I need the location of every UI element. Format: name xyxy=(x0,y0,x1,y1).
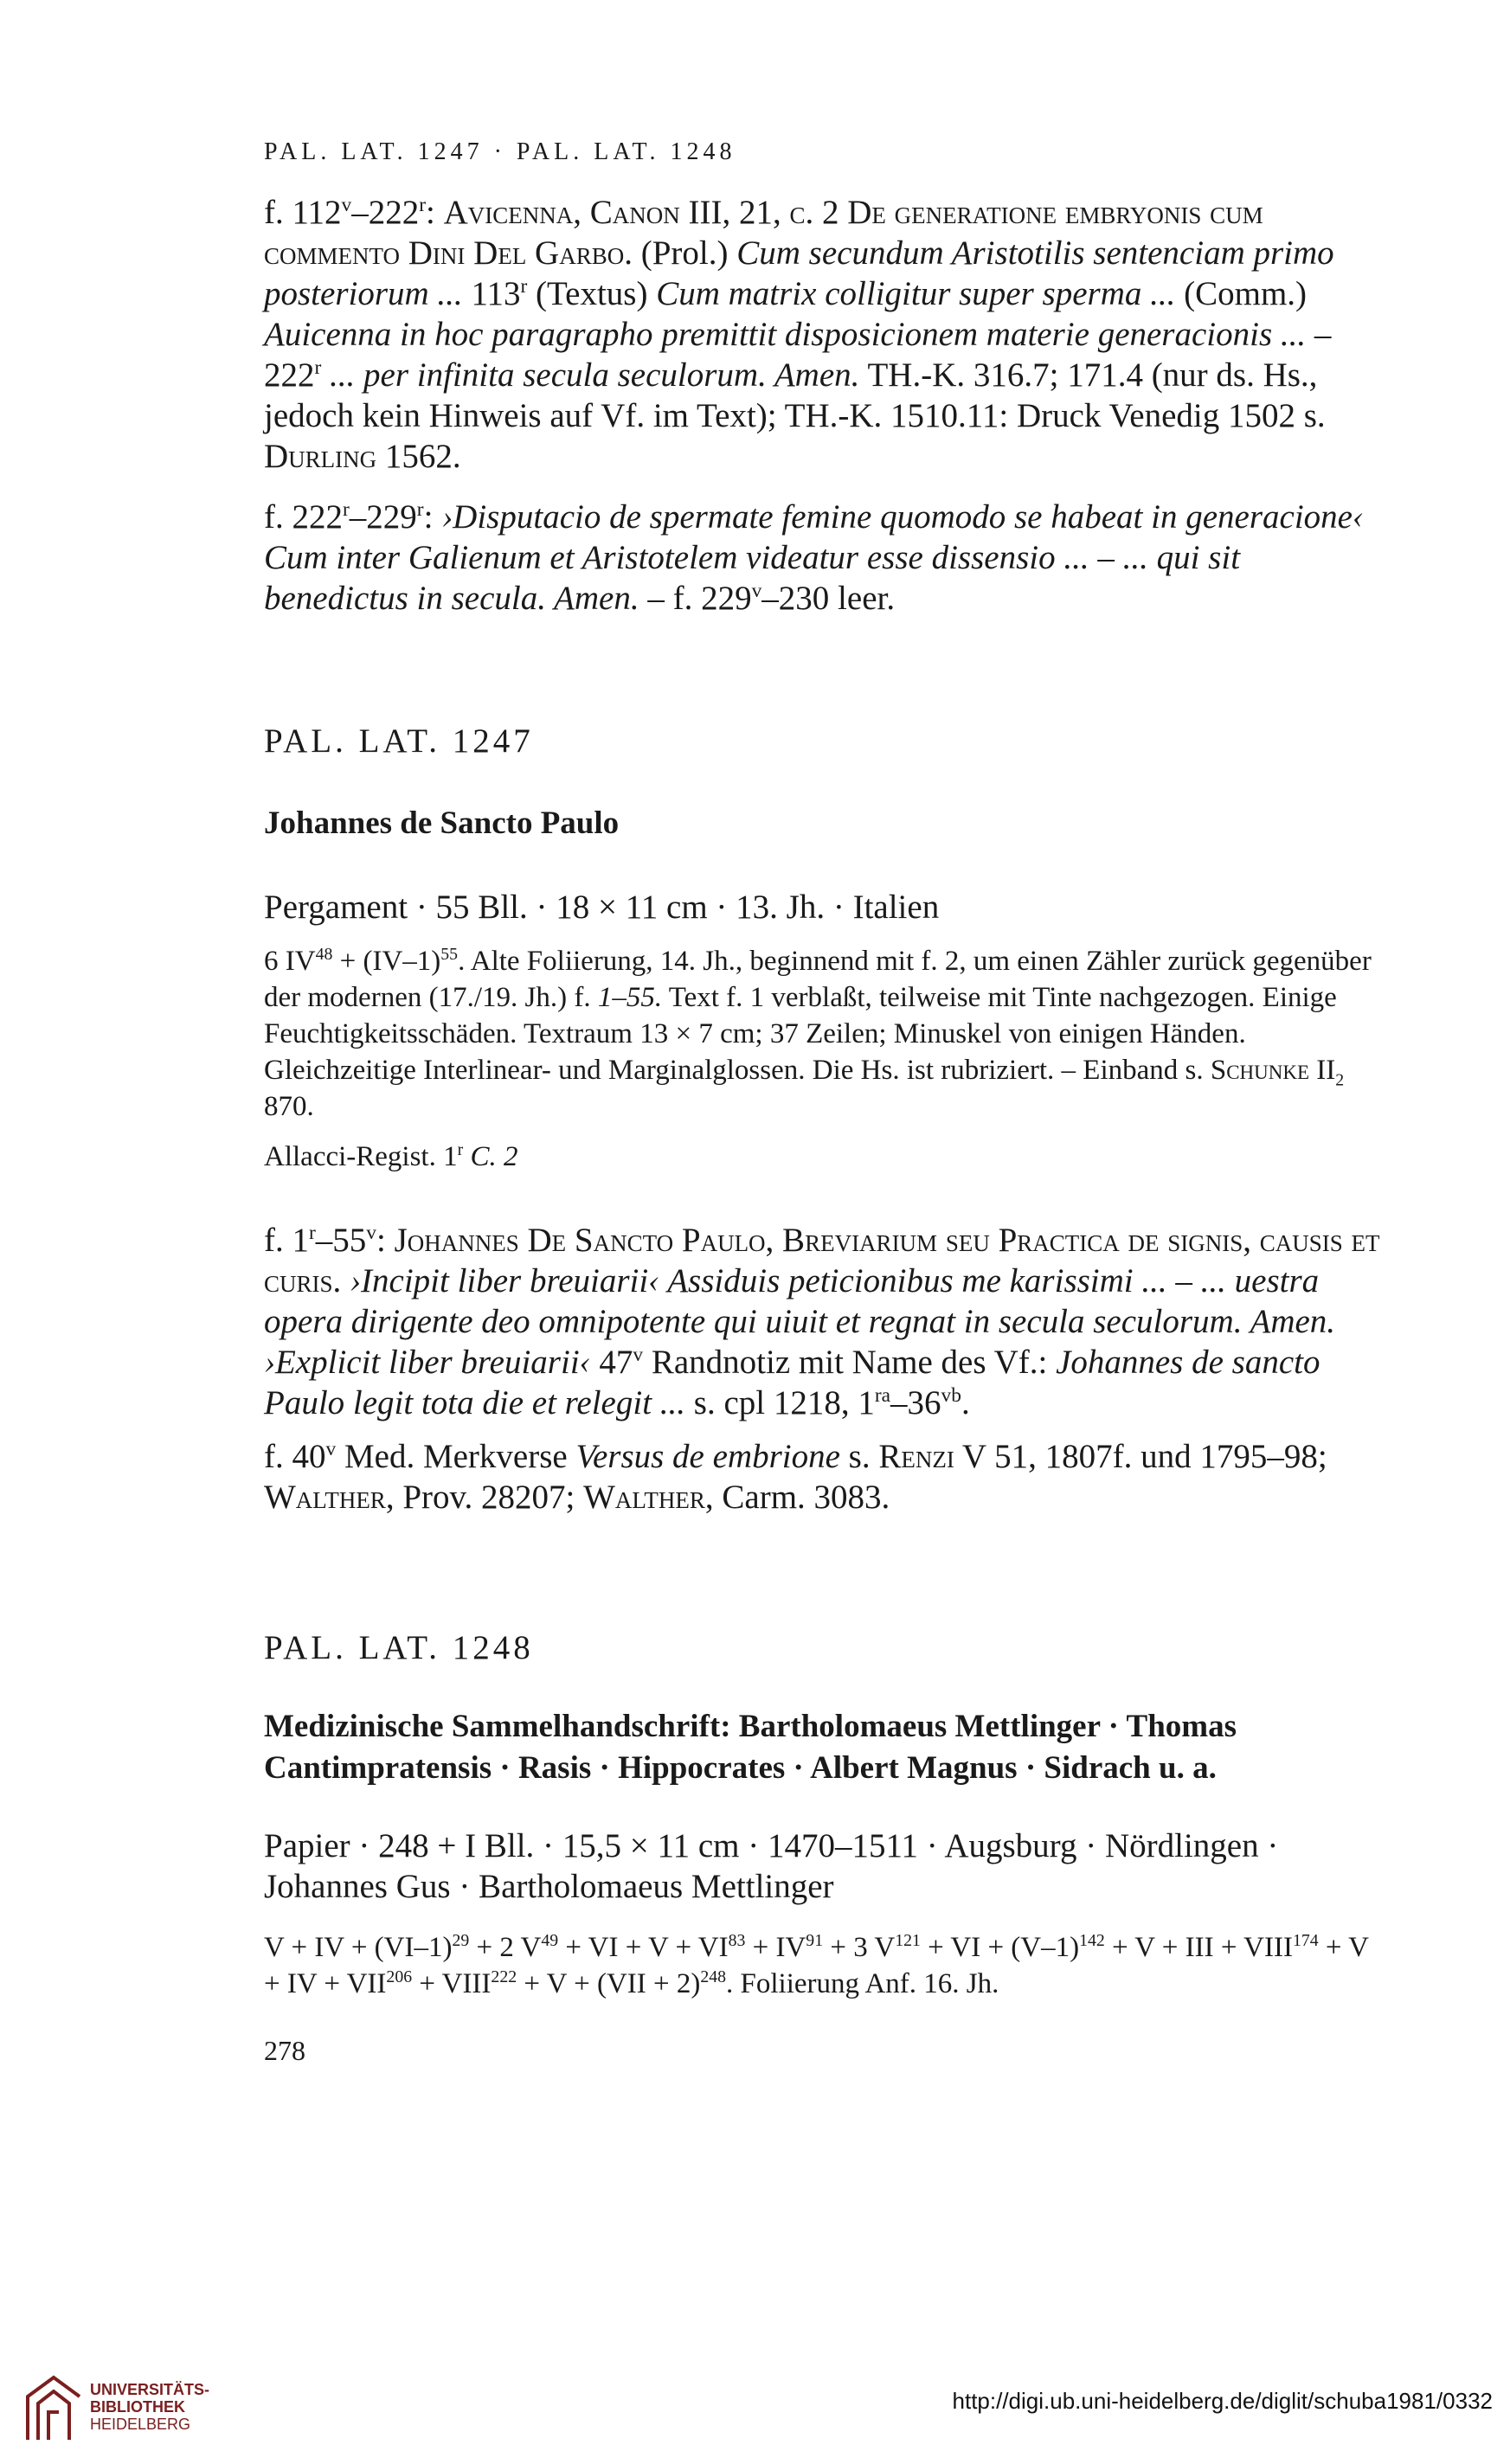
quire-sup: 83 xyxy=(728,1931,746,1950)
separator: : xyxy=(423,498,442,536)
contents-1247-item-1 xyxy=(264,1220,1380,1423)
desc-text: 870. xyxy=(264,1091,314,1122)
author-ref: Walther xyxy=(264,1479,386,1516)
work-title: Johannes De Sancto Paulo, Breviarium seu Practica de signis, causis et curis. xyxy=(264,1222,1380,1299)
allacci-sup: r xyxy=(457,1140,464,1159)
entry-title-1248: Medizinische Sammelhandschrift: Bartholomaeus Mettlinger · Thomas Cantimpratensis · Rasis · Hippocrates · Albert Magnus · Sidrach u. a. xyxy=(264,1709,1237,1786)
folio-ref: 113 xyxy=(462,275,521,312)
content-text: , Prov. 28207; xyxy=(385,1479,584,1516)
quire-sup: 49 xyxy=(541,1931,559,1950)
content-text: V 51, 1807f. und 1795–98; xyxy=(954,1438,1327,1475)
incipit: Auicenna in hoc paragrapho premittit disposicionem materie generacionis ... – xyxy=(264,316,1332,353)
folio-ref: 47 xyxy=(590,1344,633,1381)
quire-text: + V + III + VIII xyxy=(1104,1932,1293,1963)
folio-sup: r xyxy=(343,498,350,521)
quire-text: + 2 V xyxy=(469,1932,542,1963)
quire-sup: 248 xyxy=(700,1967,727,1986)
folio-ref: f. 1 xyxy=(264,1222,309,1259)
separator: : xyxy=(376,1222,395,1259)
folio-sup: v xyxy=(325,1438,337,1460)
folio-sup: ra xyxy=(874,1384,891,1407)
quire-text: + 3 V xyxy=(823,1932,896,1963)
references: s. cpl 1218, 1 xyxy=(685,1384,875,1421)
note: Randnotiz mit Name des Vf.: xyxy=(643,1344,1057,1381)
quire-sup: 91 xyxy=(806,1931,824,1950)
folio-sup: v xyxy=(366,1222,376,1244)
folio-sup: r xyxy=(419,194,427,216)
library-name xyxy=(90,2381,209,2433)
quire-text: + IV xyxy=(745,1932,806,1963)
references: –36 xyxy=(890,1384,941,1421)
desc-text: 6 IV xyxy=(264,946,316,977)
contents-1247-item-2 xyxy=(264,1436,1380,1518)
explicit: ... per infinita secula seculorum. Amen. xyxy=(321,356,860,394)
desc-italic: 1–55. xyxy=(597,982,663,1013)
quire-text: + VI + V + VI xyxy=(558,1932,729,1963)
desc-sub: 2 xyxy=(1335,1070,1345,1090)
folio-sup: v xyxy=(341,194,352,216)
quire-text: + V + (VII + 2) xyxy=(517,1968,701,1999)
desc-text: + (IV–1) xyxy=(332,946,441,977)
quire-text: + VI + (V–1) xyxy=(920,1932,1080,1963)
folio-ref: – f. 229 xyxy=(639,580,752,617)
physical-description-1248: Papier · 248 + I Bll. · 15,5 × 11 cm · 1470–1511 · Augsburg · Nördlingen · Johannes Gus · Bartholomaeus Mettlinger xyxy=(264,1827,1279,1905)
entry-title-1247: Johannes de Sancto Paulo xyxy=(264,805,620,841)
references: . xyxy=(961,1384,970,1421)
folio-ref: f. 40 xyxy=(264,1438,326,1475)
quire-structure-1248 xyxy=(264,1929,1380,2002)
quire-text: V + IV + (VI–1) xyxy=(264,1932,453,1963)
library-name-line: BIBLIOTHEK xyxy=(90,2398,185,2416)
desc-text: II xyxy=(1309,1055,1336,1086)
folio-sup: v xyxy=(751,580,762,602)
desc-sup: 48 xyxy=(315,945,333,964)
incipit: ›Disputacio de spermate femine quomodo se habeat in generacione‹ Cum inter Galienum et Aristotelem videatur esse dissensio ... – ... qui sit benedictus in secula. Amen. xyxy=(264,498,1364,617)
section-label: (Comm.) xyxy=(1175,275,1308,312)
folio-sup: r xyxy=(416,498,424,521)
folio-ref: f. 222 xyxy=(264,498,343,536)
physical-description-1247: Pergament · 55 Bll. · 18 × 11 cm · 13. Jh. · Italien xyxy=(264,889,940,926)
section-label: (Prol.) xyxy=(633,234,737,272)
incipit: Cum matrix colligitur super sperma ... xyxy=(656,275,1176,312)
folio-ref: f. 112 xyxy=(264,194,342,231)
quire-sup: 206 xyxy=(386,1967,413,1986)
author-ref: Walther xyxy=(583,1479,705,1516)
quire-sup: 174 xyxy=(1292,1931,1319,1950)
allacci-text: Allacci-Regist. 1 xyxy=(264,1141,458,1172)
signature-heading-1247: PAL. LAT. 1247 xyxy=(264,722,534,760)
running-header: PAL. LAT. 1247 · PAL. LAT. 1248 xyxy=(264,138,736,165)
work-title-italic: Versus de embrione xyxy=(575,1438,840,1475)
quire-sup: 121 xyxy=(895,1931,921,1950)
content-text: , Carm. 3083. xyxy=(704,1479,890,1516)
folio-sup: v xyxy=(633,1344,644,1366)
folio-ref: –230 leer. xyxy=(761,580,896,617)
references: TH.-K. 316.7; 171.4 (nur ds. Hs., jedoch kein Hinweis auf Vf. im Text); TH.-K. 1510.11: Druck Venedig 1502 s. xyxy=(264,356,1326,434)
content-text: s. xyxy=(839,1438,879,1475)
allacci-italic: C. 2 xyxy=(463,1141,518,1172)
folio-sup: r xyxy=(520,275,528,298)
quire-sup: 142 xyxy=(1079,1931,1105,1950)
author-ref: Schunke xyxy=(1210,1055,1310,1086)
quire-sup: 222 xyxy=(491,1967,517,1986)
folio-ref: –222 xyxy=(351,194,420,231)
library-logo-icon xyxy=(19,2371,88,2448)
desc-sup: 55 xyxy=(440,945,459,964)
folio-ref: –55 xyxy=(315,1222,367,1259)
quire-text: + VIII xyxy=(412,1968,492,1999)
page-number: 278 xyxy=(264,2035,305,2066)
folio-sup: r xyxy=(314,356,322,379)
content-text: Med. Merkverse xyxy=(336,1438,576,1475)
folio-sup: vb xyxy=(941,1384,961,1407)
note-quote: Johannes de sancto Paulo legit tota die et relegit ... xyxy=(264,1344,1320,1421)
source-url-link[interactable]: http://digi.ub.uni-heidelberg.de/diglit/schuba1981/0332 xyxy=(952,2388,1493,2414)
work-title: Avicenna, Canon III, 21, c. 2 De generatione embryonis cum commento Dini Del Garbo. xyxy=(264,194,1263,272)
references: 1562. xyxy=(376,438,461,475)
library-name-line: HEIDELBERG xyxy=(90,2416,191,2433)
allacci-register-1247 xyxy=(264,1139,1380,1175)
quire-text: + V + IV + VII xyxy=(264,1932,1369,1999)
folio-ref: 222 xyxy=(264,356,315,394)
quire-sup: 29 xyxy=(452,1931,470,1950)
incipit: ›Incipit liber breuiarii‹ Assiduis peticionibus me karissimi ... – ... uestra opera dirigente deo omnipotente qui uiuit et regnat in secula seculorum. Amen. ›Explicit liber breuiarii‹ xyxy=(264,1262,1336,1381)
signature-heading-1248: PAL. LAT. 1248 xyxy=(264,1629,534,1666)
folio-sup: r xyxy=(309,1222,316,1244)
prev-entry-paragraph-2 xyxy=(264,497,1380,619)
codicological-description-1247 xyxy=(264,943,1380,1125)
separator: : xyxy=(426,194,444,231)
desc-text: . Alte Foliierung, 14. Jh., beginnend mit f. 2, um einen Zähler zurück gegenüber der modernen (17./19. Jh.) f. xyxy=(264,946,1372,1013)
incipit: Cum secundum Aristotilis sentenciam primo posteriorum ... xyxy=(264,234,1334,312)
quire-text: . Foliierung Anf. 16. Jh. xyxy=(726,1968,999,1999)
prev-entry-paragraph-1 xyxy=(264,192,1380,477)
library-name-line: UNIVERSITÄTS- xyxy=(90,2381,210,2398)
folio-ref: –229 xyxy=(349,498,417,536)
author-ref: Renzi xyxy=(878,1438,954,1475)
desc-text: Text f. 1 verblaßt, teilweise mit Tinte nachgezogen. Einige Feuchtigkeitsschäden. Textraum 13 × 7 cm; 37 Zeilen; Minuskel von einigen Händen. Gleichzeitige Interlinear- und Marginalglossen. Die Hs. ist rubriziert. – Einband s. xyxy=(264,982,1337,1086)
section-label: (Textus) xyxy=(527,275,657,312)
author-ref: Durling xyxy=(264,438,377,475)
